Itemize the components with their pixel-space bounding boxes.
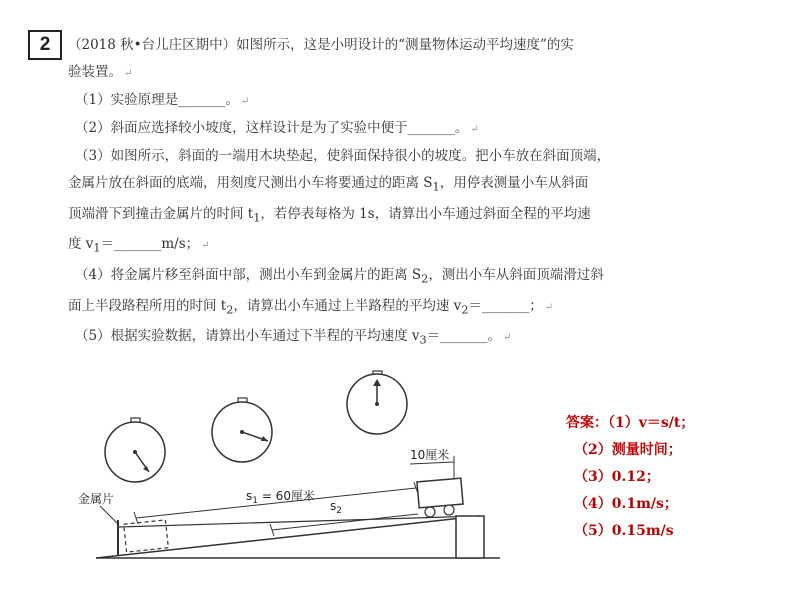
intro-line-1: （2018 秋•台儿庄区期中）如图所示，这是小明设计的“测量物体运动平均速度”的实 [68,37,574,53]
answer-2: （2）测量时间； [574,442,682,458]
cart-top [417,478,463,517]
question-part-4-line-2: 面上半段路程所用的时间 $t_2$，请算出小车通过上半路程的平均速 $v_2=\_\_\_\_\_\_\_$； ↵ [68,297,554,317]
label-10cm: 10厘米 [410,448,450,462]
question-part-3-line-1: （3）如图所示，斜面的一端用木块垫起，使斜面保持很小的坡度。把小车放在斜面顶端， [75,148,611,164]
answer-5: （5）0.15m/s [574,523,674,539]
question-part-4-line-1: （4）将金属片移至斜面中部，测出小车到金属片的距离 $S_2$，测出小车从斜面顶端滑过斜 [75,267,604,286]
question-part-5: （5）根据实验数据，请算出小车通过下半程的平均速度 $v_3=\_\_\_\_\_\_\_$。 ↵ [75,328,512,348]
cart-bottom-dashed [124,520,169,552]
label-metal-plate: 金属片 [78,492,115,506]
question-part-3-line-2: 金属片放在斜面的底端，用刻度尺测出小车将要通过的距离 $S_1$，用停表测量小车从斜面 [68,175,589,194]
stopwatch-2-icon [212,398,272,462]
stopwatch-3-icon [347,371,407,434]
answer-4: （4）0.1m/s； [574,496,678,512]
support-block [456,516,484,558]
question-number: 2 [28,30,62,60]
answer-1: 答案：（1）v＝s/t； [566,415,695,431]
incline-surface [96,516,480,558]
question-part-3-line-4: 度 $v_1=\_\_\_\_\_\_\_m/s$； ↵ [68,236,210,256]
question-part-3-line-3: 顶端滑下到撞击金属片的时间 $t_1$，若停表每格为 1s，请算出小车通过斜面全程的平均速 [68,205,591,225]
answer-block [566,410,694,545]
question-part-1: （1）实验原理是_______。 ↵ [75,92,250,108]
intro-line-2: 验装置。 ↵ [68,64,133,80]
label-s1: $s_1 = 60$厘米 [246,489,315,506]
question-part-2: （2）斜面应选择较小坡度，这样设计是为了实验中便于_______。 ↵ [75,120,479,136]
answer-3: （3）0.12； [574,469,660,485]
label-s2: $s_2$ [330,499,342,516]
stopwatch-1-icon [105,418,165,482]
